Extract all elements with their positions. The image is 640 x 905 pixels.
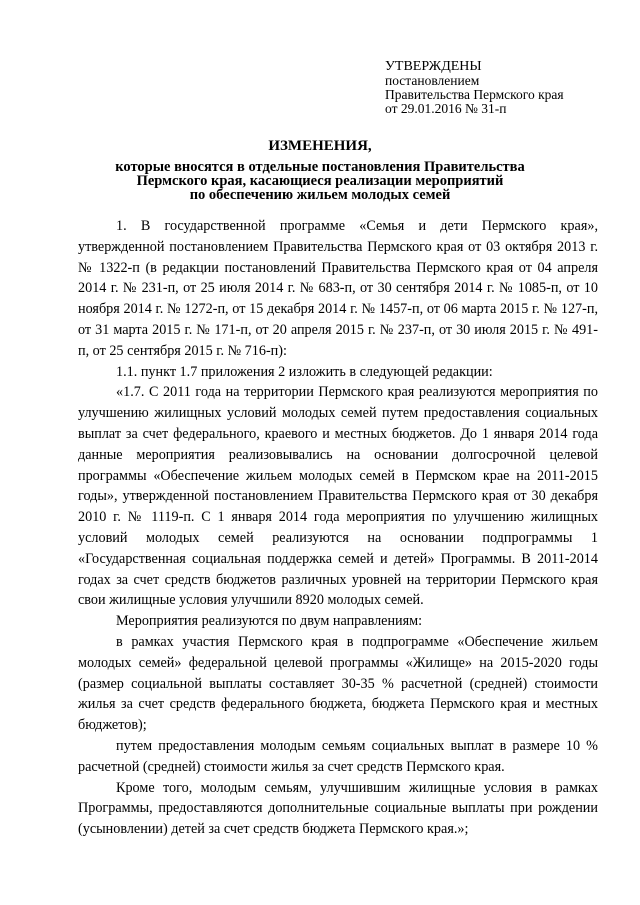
document-title: ИЗМЕНЕНИЯ, [268,138,372,154]
approval-line-government: Правительства Пермского края [385,87,564,102]
approval-stamp [385,60,625,116]
paragraph-5: в рамках участия Пермского края в подпрограмме «Обеспечение жильем молодых семей» федеральной целевой программы «Жилище» на 2015-2020 годы (размер социальной выплаты составляет 30-35 % расчетной (средней) стоимости жилья за счет средств федерального бюджета, бюджета Пермского края и местных бюджетов); [78,633,598,734]
subtitle-line-3: по обеспечению жильем молодых семей [189,187,451,203]
paragraph-6: путем предоставления молодым семьям социальных выплат в размере 10 % расчетной (средней) стоимости жилья за счет средств Пермского края. [78,737,598,775]
paragraph-7: Кроме того, молодым семьям, улучшившим жилищные условия в рамках Программы, предоставляются дополнительные социальные выплаты при рождении (усыновлении) детей за счет средств бюджета Пермского края.»; [78,779,598,838]
approval-line-date: от 29.01.2016 № 31-п [385,101,507,116]
paragraph-2: 1.1. пункт 1.7 приложения 2 изложить в следующей редакции: [116,363,493,380]
approval-heading: УТВЕРЖДЕНЫ [385,59,482,74]
approval-line-decree: постановлением [385,73,480,88]
paragraph-1: 1. В государственной программе «Семья и дети Пермского края», утвержденной постановлением Правительства Пермского края от 03 октября 2013 г. № 1322-п (в редакции постановлений Правительства Пермского края от 04 апреля 2014 г. № 231-п, от 25 июля 2014 г. № 683-п, от 30 сентября 2014 г. № 1085-п, от 10 ноября 2014 г. № 1272-п, от 15 декабря 2014 г. № 1457-п, от 06 марта 2015 г. № 127-п, от 31 марта 2015 г. № 171-п, от 20 апреля 2015 г. № 237-п, от 30 июля 2015 г. № 491-п, от 25 сентября 2015 г. № 716-п): [78,218,598,359]
subtitle-line-1: которые вносятся в отдельные постановления Правительства [115,159,525,175]
paragraph-4: Мероприятия реализуются по двум направлениям: [116,613,423,630]
paragraph-3: «1.7. С 2011 года на территории Пермского края реализуются мероприятия по улучшению жилищных условий молодых семей путем предоставления социальных выплат за счет федерального, краевого и местных бюджетов. До 1 января 2014 года данные мероприятия реализовывались на основании долгосрочной целевой программы «Обеспечение жильем молодых семей в Пермском крае на 2011-2015 годы», утвержденной постановлением Правительства Пермского края от 30 декабря 2010 г. № 1119-п. С 1 января 2014 года мероприятия по улучшению жилищных условий молодых семей реализуются на основании подпрограммы 1 «Государственная социальная поддержка семей и детей» Программы. В 2011-2014 годах за счет средств бюджетов различных уровней на территории Пермского края свои жилищные условия улучшили 8920 молодых семей. [78,384,598,609]
document-subtitle [100,160,540,202]
document-body [78,216,598,840]
subtitle-line-2: Пермского края, касающиеся реализации мероприятий [136,173,504,189]
